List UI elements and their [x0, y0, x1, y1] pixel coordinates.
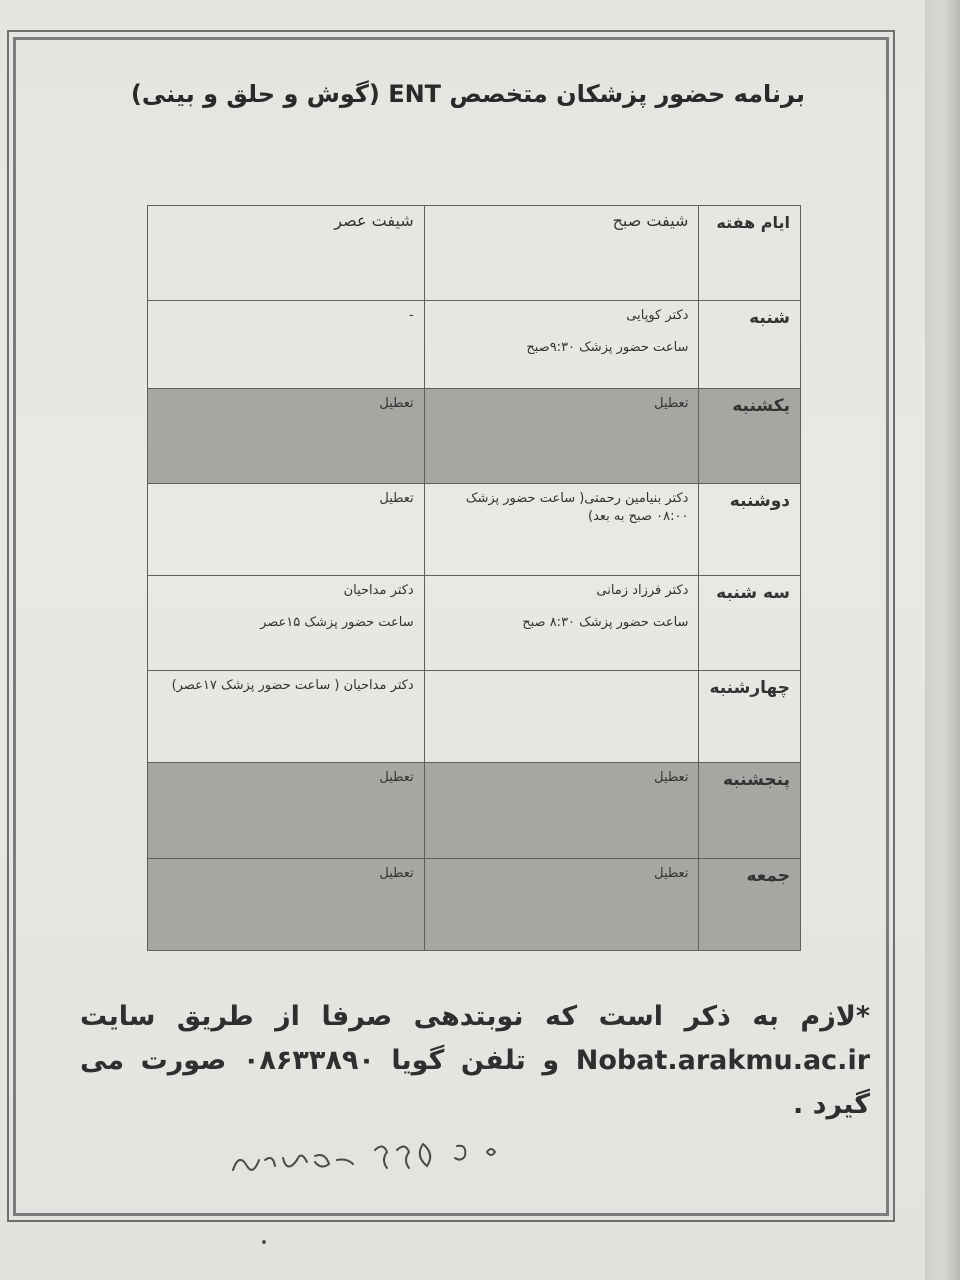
handwritten-phone-note	[225, 1130, 545, 1190]
header-evening-shift: شیفت عصر	[148, 206, 425, 301]
page-title: برنامه حضور پزشکان متخصص ENT (گوش و حلق و بینی)	[130, 80, 805, 108]
day-cell: دوشنبه	[699, 484, 801, 576]
evening-shift-cell	[148, 671, 425, 763]
evening-shift-line1: تعطیل	[379, 770, 414, 785]
morning-shift-line1: تعطیل	[654, 770, 689, 785]
morning-shift-cell	[424, 389, 699, 484]
morning-shift-line1: تعطیل	[654, 866, 689, 881]
day-cell: جمعه	[699, 859, 801, 951]
morning-shift-line1: دکتر کوپایی	[626, 308, 689, 323]
ink-dot	[262, 1240, 266, 1244]
day-cell: چهارشنبه	[699, 671, 801, 763]
morning-shift-cell	[424, 763, 699, 859]
cell-spacer	[435, 600, 689, 614]
evening-shift-line2: ساعت حضور پزشک ۱۵عصر	[260, 615, 414, 630]
morning-shift-line1: دکتر فرزاد زمانی	[596, 583, 689, 598]
table-row	[148, 389, 801, 484]
adjacent-sheet-edge	[925, 0, 960, 1280]
cell-spacer	[435, 325, 689, 339]
evening-shift-cell	[148, 859, 425, 951]
evening-shift-cell	[148, 576, 425, 671]
morning-shift-cell	[424, 671, 699, 763]
morning-shift-line1: تعطیل	[654, 396, 689, 411]
table-row	[148, 763, 801, 859]
morning-shift-cell	[424, 859, 699, 951]
table-row	[148, 301, 801, 389]
morning-shift-cell	[424, 484, 699, 576]
table-row	[148, 576, 801, 671]
evening-shift-line1: -	[408, 308, 414, 323]
cell-spacer	[158, 600, 414, 614]
schedule-table	[147, 205, 801, 951]
evening-shift-cell	[148, 301, 425, 389]
evening-shift-line1: دکتر مداحیان ( ساعت حضور پزشک ۱۷عصر)	[171, 678, 414, 693]
day-cell: یکشنبه	[699, 389, 801, 484]
table-row	[148, 671, 801, 763]
evening-shift-line1: دکتر مداحیان	[343, 583, 414, 598]
evening-shift-cell	[148, 484, 425, 576]
day-cell: پنجشنبه	[699, 763, 801, 859]
day-cell: شنبه	[699, 301, 801, 389]
evening-shift-line1: تعطیل	[379, 396, 414, 411]
notice-text-before: *لازم به ذکر است که نوبتدهی صرفا از طریق سایت	[80, 1001, 870, 1032]
evening-shift-cell	[148, 763, 425, 859]
evening-shift-line1: تعطیل	[379, 866, 414, 881]
morning-shift-line2: ساعت حضور پزشک ۹:۳۰صبح	[526, 340, 689, 355]
schedule-table-body	[148, 206, 801, 951]
evening-shift-cell	[148, 389, 425, 484]
table-header-row	[148, 206, 801, 301]
morning-shift-cell	[424, 301, 699, 389]
notice-text-after: و تلفن گویا ۰۸۶۳۳۸۹۰ صورت می گیرد .	[80, 1045, 870, 1120]
morning-shift-line1: دکتر بنیامین رحمتی( ساعت حضور پزشک ۰۸:۰۰ صبح به بعد)	[465, 491, 689, 524]
evening-shift-line1: تعطیل	[379, 491, 414, 506]
header-morning-shift: شیفت صبح	[424, 206, 699, 301]
morning-shift-cell	[424, 576, 699, 671]
table-row	[148, 859, 801, 951]
day-cell: سه شنبه	[699, 576, 801, 671]
table-row	[148, 484, 801, 576]
morning-shift-line2: ساعت حضور پزشک ۸:۳۰ صبح	[522, 615, 689, 630]
header-day: ایام هفته	[699, 206, 801, 301]
notice-text	[80, 995, 870, 1127]
booking-site-link: Nobat.arakmu.ac.ir	[575, 1045, 871, 1076]
